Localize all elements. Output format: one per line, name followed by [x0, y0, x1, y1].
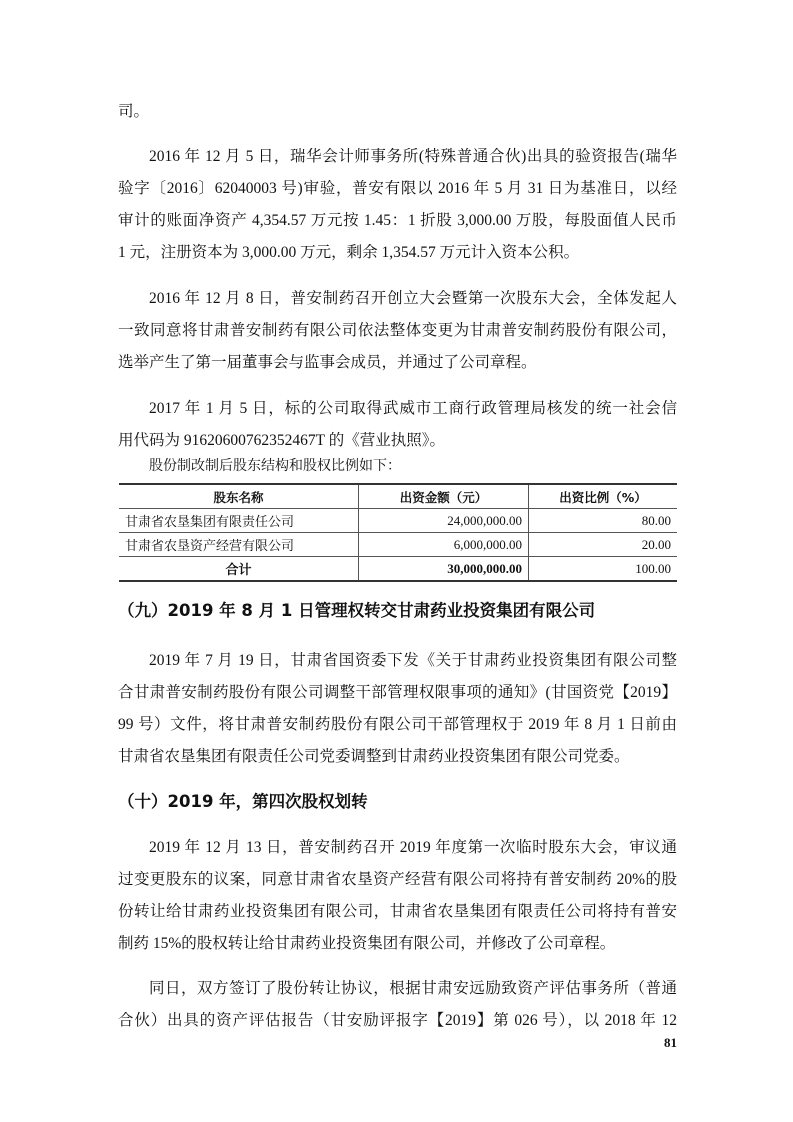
cell: 甘肃省农垦资产经营有限公司 [119, 533, 359, 557]
text-line: 过变更股东的议案，同意甘肃省农垦资产经营有限公司将持有普安制药 20%的股 [118, 871, 677, 888]
text-line: 2016 年 12 月 5 日，瑞华会计师事务所(特殊普通合伙)出具的验资报告(瑞华 [149, 148, 677, 165]
text-line: 同日，双方签订了股份转让协议，根据甘肃安远励致资产评估事务所（普通 [149, 980, 677, 997]
table-row [119, 533, 677, 557]
text-line: 制药 15%的股权转让给甘肃药业投资集团有限公司，并修改了公司章程。 [118, 935, 616, 952]
table-total-row [119, 557, 677, 582]
section-heading: （十）2019 年，第四次股权划转 [118, 792, 368, 811]
text-line: 合伙）出具的资产评估报告（甘安励评报字【2019】第 026 号），以 2018 年 12 [118, 1012, 677, 1029]
cell: 100.00 [529, 557, 678, 582]
header-cell: 出资比例（%） [529, 484, 678, 509]
text-line: 甘肃省农垦集团有限责任公司党委调整到甘肃药业投资集团有限公司党委。 [118, 748, 630, 765]
header-cell: 出资金额（元） [359, 484, 529, 509]
text-line: 用代码为 91620600762352467T 的《营业执照》。 [118, 432, 445, 449]
text-line: 2016 年 12 月 8 日，普安制药召开创立大会暨第一次股东大会，全体发起人 [149, 290, 677, 307]
text-line: 2017 年 1 月 5 日，标的公司取得武威市工商行政管理局核发的统一社会信 [149, 400, 677, 417]
text-line: 2019 年 7 月 19 日，甘肃省国资委下发《关于甘肃药业投资集团有限公司整 [149, 652, 677, 669]
text-line: 2019 年 12 月 13 日，普安制药召开 2019 年度第一次临时股东大会，审议通 [149, 839, 677, 856]
table-row [119, 509, 677, 533]
text-line: 99 号）文件，将甘肃普安制药股份有限公司干部管理权于 2019 年 8 月 1 日前由 [118, 716, 677, 733]
section-heading: （九）2019 年 8 月 1 日管理权转交甘肃药业投资集团有限公司 [118, 601, 596, 620]
page-number: 81 [664, 1035, 677, 1050]
shareholder-table [119, 483, 677, 582]
cell: 6,000,000.00 [359, 533, 529, 557]
table-caption: 股份制改制后股东结构和股权比例如下： [149, 459, 401, 474]
text-line: 司。 [118, 103, 150, 120]
text-line: 份转让给甘肃药业投资集团有限公司，甘肃省农垦集团有限责任公司将持有普安 [118, 903, 677, 920]
cell: 30,000,000.00 [359, 557, 529, 582]
text-line: 1 元，注册资本为 3,000.00 万元，剩余 1,354.57 万元计入资本公积。 [118, 244, 580, 261]
text-line: 选举产生了第一届董事会与监事会成员，并通过了公司章程。 [118, 354, 537, 371]
text-line: 审计的账面净资产 4,354.57 万元按 1.45：1 折股 3,000.00 万股，每股面值人民币 [118, 212, 677, 229]
cell: 24,000,000.00 [359, 509, 529, 533]
cell: 甘肃省农垦集团有限责任公司 [119, 509, 359, 533]
text-line: 一致同意将甘肃普安制药有限公司依法整体变更为甘肃普安制药股份有限公司， [118, 322, 677, 339]
table-header-row [119, 484, 677, 509]
cell: 合计 [119, 557, 359, 582]
cell: 80.00 [529, 509, 678, 533]
cell: 20.00 [529, 533, 678, 557]
text-line: 验字〔2016〕62040003 号)审验，普安有限以 2016 年 5 月 31 日为基准日，以经 [118, 180, 677, 197]
header-cell: 股东名称 [119, 484, 359, 509]
text-line: 合甘肃普安制药股份有限公司调整干部管理权限事项的通知》(甘国资党【2019】 [118, 684, 677, 701]
